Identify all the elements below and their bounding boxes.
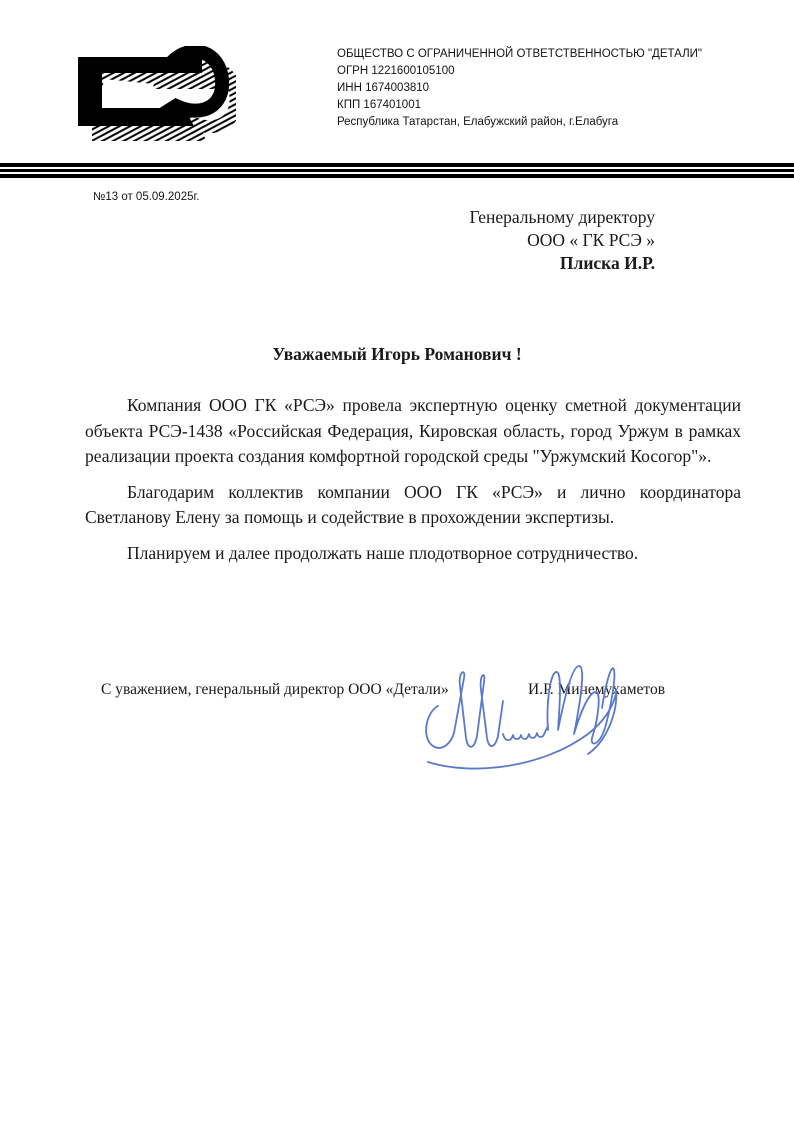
letter-ref-line: №13 от 05.09.2025г.: [93, 191, 200, 203]
signoff-name: И.Р. Минемухаметов: [528, 681, 666, 698]
company-inn: ИНН 1674003810: [337, 82, 430, 94]
company-kpp: КПП 167401001: [337, 99, 421, 111]
company-address: Республика Татарстан, Елабужский район, г.Елабуга: [337, 116, 619, 128]
company-requisites: [337, 46, 702, 131]
paragraph-3: Планируем и далее продолжать наше плодотворное сотрудничество.: [127, 542, 639, 563]
company-name: ОБЩЕСТВО С ОГРАНИЧЕННОЙ ОТВЕТСТВЕННОСТЬЮ "ДЕТАЛИ": [337, 48, 702, 60]
letter-body: [85, 393, 741, 576]
paragraph-2: Благодарим коллектив компании ООО ГК «РСЭ» и лично координатора Светланову Елену за помощь и содействие в прохождении экспертизы.: [85, 481, 741, 527]
paragraph-1: Компания ООО ГК «РСЭ» провела экспертную оценку сметной документации объекта РСЭ-1438 «Российская Федерация, Кировская область, город Уржум в рамках реализации проекта создания комфортной городской среды "Уржумский Косогор"».: [85, 395, 741, 466]
signoff-role: С уважением, генеральный директор ООО «Детали»: [101, 681, 449, 698]
salutation: Уважаемый Игорь Романович !: [272, 344, 522, 364]
addressee-title: Генеральному директору: [469, 207, 655, 227]
handwritten-signature-icon: [420, 646, 625, 781]
addressee-block: [469, 206, 655, 275]
header-separator-rule: [0, 163, 794, 178]
addressee-company: ООО « ГК РСЭ »: [527, 230, 655, 250]
company-ogrn: ОГРН 1221600105100: [337, 65, 455, 77]
addressee-person: Плиска И.Р.: [559, 253, 655, 273]
company-logo-icon: [72, 46, 236, 147]
